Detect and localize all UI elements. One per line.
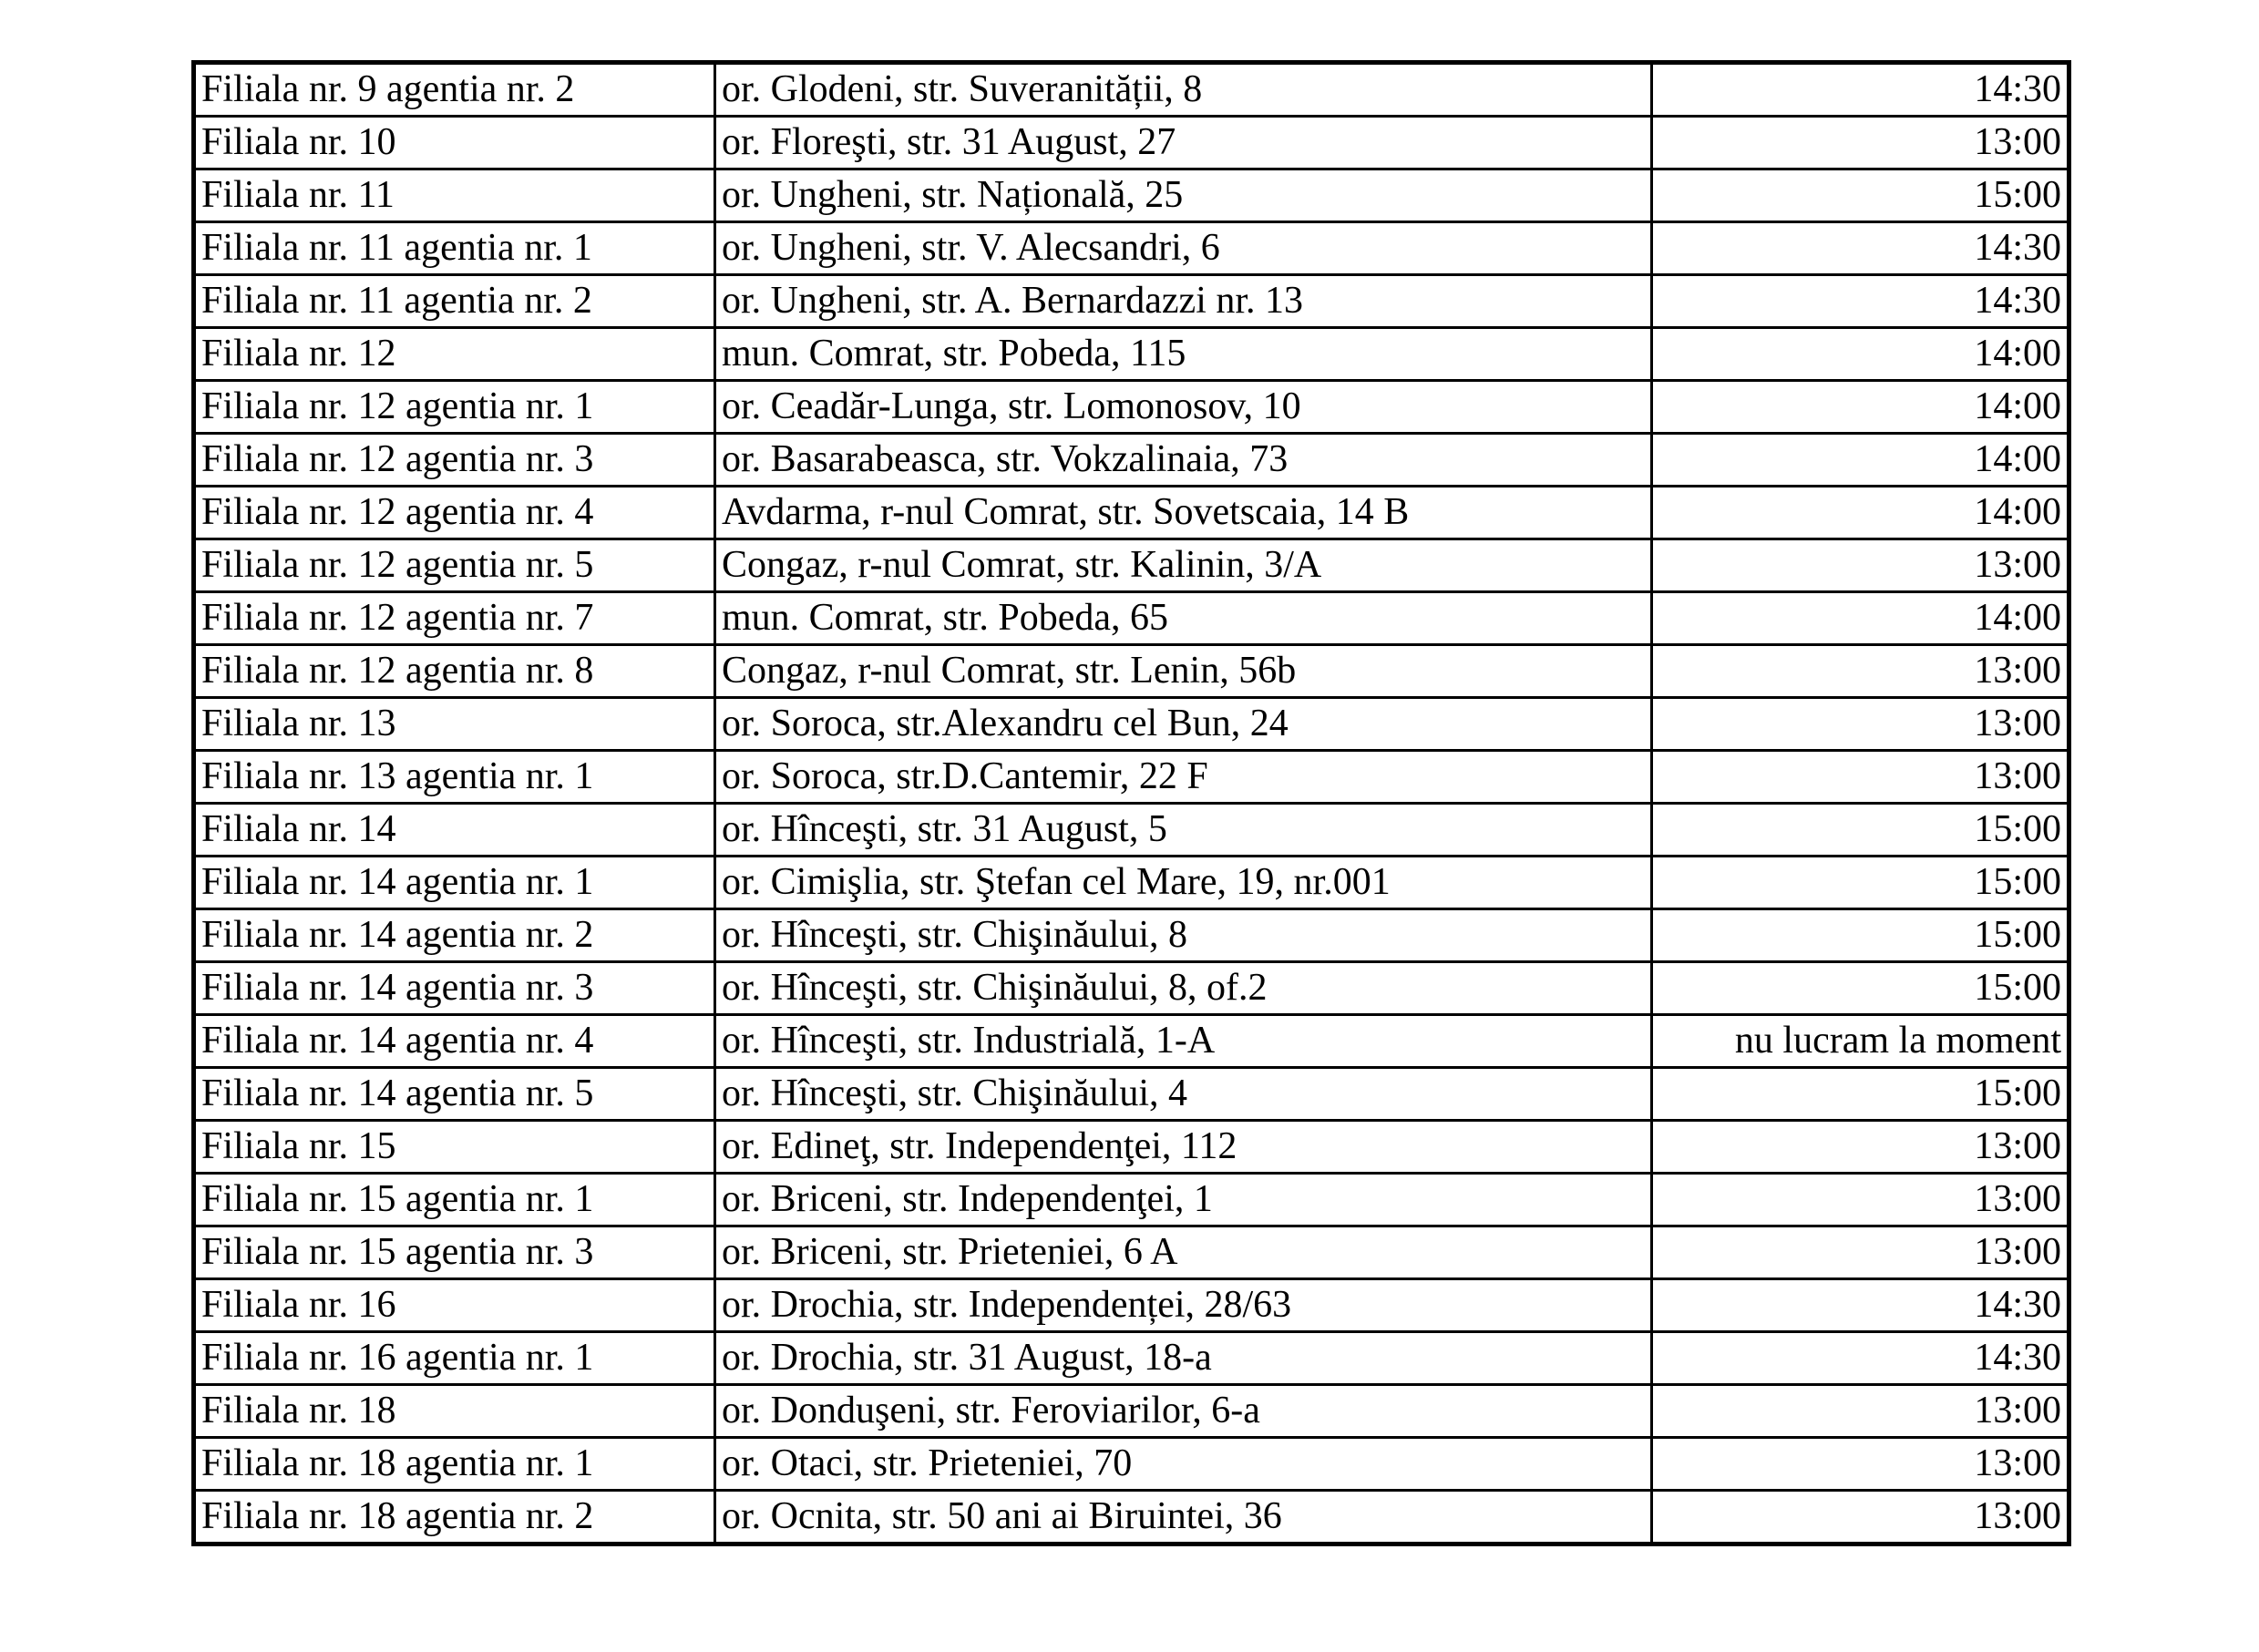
branch-name-cell: Filiala nr. 12 agentia nr. 1: [194, 381, 715, 434]
branch-name-cell: Filiala nr. 13: [194, 698, 715, 751]
branch-name-cell: Filiala nr. 18 agentia nr. 1: [194, 1438, 715, 1491]
address-cell: or. Hînceşti, str. Chişinăului, 8, of.2: [715, 962, 1652, 1015]
table-row: [194, 962, 2069, 1015]
branch-name-cell: Filiala nr. 14 agentia nr. 3: [194, 962, 715, 1015]
branch-name-cell: Filiala nr. 10: [194, 117, 715, 169]
time-cell: 14:30: [1652, 222, 2069, 275]
branch-name-cell: Filiala nr. 14 agentia nr. 5: [194, 1068, 715, 1121]
time-cell: 13:00: [1652, 1226, 2069, 1279]
table-row: [194, 645, 2069, 698]
table-row: [194, 117, 2069, 169]
address-cell: or. Soroca, str.D.Cantemir, 22 F: [715, 751, 1652, 804]
address-cell: or. Briceni, str. Prieteniei, 6 A: [715, 1226, 1652, 1279]
table-row: [194, 1279, 2069, 1332]
address-cell: or. Soroca, str.Alexandru cel Bun, 24: [715, 698, 1652, 751]
time-cell: 15:00: [1652, 804, 2069, 857]
table-row: [194, 1385, 2069, 1438]
time-cell: 13:00: [1652, 645, 2069, 698]
table-row: [194, 698, 2069, 751]
time-cell: 13:00: [1652, 1385, 2069, 1438]
branch-name-cell: Filiala nr. 15: [194, 1121, 715, 1174]
address-cell: or. Ungheni, str. Națională, 25: [715, 169, 1652, 222]
time-cell: nu lucram la moment: [1652, 1015, 2069, 1068]
table-row: [194, 487, 2069, 539]
time-cell: 14:30: [1652, 63, 2069, 117]
table-row: [194, 1015, 2069, 1068]
table-row: [194, 592, 2069, 645]
branch-name-cell: Filiala nr. 14 agentia nr. 4: [194, 1015, 715, 1068]
branch-name-cell: Filiala nr. 14: [194, 804, 715, 857]
branch-name-cell: Filiala nr. 12 agentia nr. 3: [194, 434, 715, 487]
address-cell: Congaz, r-nul Comrat, str. Kalinin, 3/A: [715, 539, 1652, 592]
table-row: [194, 434, 2069, 487]
address-cell: mun. Comrat, str. Pobeda, 65: [715, 592, 1652, 645]
table-row: [194, 63, 2069, 117]
table-row: [194, 222, 2069, 275]
address-cell: or. Basarabeasca, str. Vokzalinaia, 73: [715, 434, 1652, 487]
address-cell: or. Drochia, str. Independenței, 28/63: [715, 1279, 1652, 1332]
address-cell: or. Floreşti, str. 31 August, 27: [715, 117, 1652, 169]
time-cell: 14:00: [1652, 328, 2069, 381]
branch-name-cell: Filiala nr. 18: [194, 1385, 715, 1438]
branch-name-cell: Filiala nr. 12 agentia nr. 4: [194, 487, 715, 539]
time-cell: 14:30: [1652, 275, 2069, 328]
branch-name-cell: Filiala nr. 14 agentia nr. 1: [194, 857, 715, 909]
address-cell: or. Ceadăr-Lunga, str. Lomonosov, 10: [715, 381, 1652, 434]
branch-name-cell: Filiala nr. 11: [194, 169, 715, 222]
branch-name-cell: Filiala nr. 12: [194, 328, 715, 381]
table-row: [194, 381, 2069, 434]
table-row: [194, 1226, 2069, 1279]
address-cell: or. Ocnita, str. 50 ani ai Biruintei, 36: [715, 1491, 1652, 1544]
time-cell: 14:30: [1652, 1332, 2069, 1385]
address-cell: or. Otaci, str. Prieteniei, 70: [715, 1438, 1652, 1491]
address-cell: Congaz, r-nul Comrat, str. Lenin, 56b: [715, 645, 1652, 698]
address-cell: or. Hînceşti, str. Chişinăului, 8: [715, 909, 1652, 962]
address-cell: or. Hînceşti, str. 31 August, 5: [715, 804, 1652, 857]
table-row: [194, 539, 2069, 592]
table-row: [194, 275, 2069, 328]
address-cell: or. Donduşeni, str. Feroviarilor, 6-a: [715, 1385, 1652, 1438]
time-cell: 14:00: [1652, 592, 2069, 645]
time-cell: 13:00: [1652, 1438, 2069, 1491]
address-cell: or. Edineţ, str. Independenţei, 112: [715, 1121, 1652, 1174]
address-cell: or. Glodeni, str. Suveranității, 8: [715, 63, 1652, 117]
table-row: [194, 169, 2069, 222]
branch-name-cell: Filiala nr. 18 agentia nr. 2: [194, 1491, 715, 1544]
branch-name-cell: Filiala nr. 16: [194, 1279, 715, 1332]
time-cell: 15:00: [1652, 1068, 2069, 1121]
address-cell: or. Ungheni, str. A. Bernardazzi nr. 13: [715, 275, 1652, 328]
address-cell: or. Drochia, str. 31 August, 18-a: [715, 1332, 1652, 1385]
table-row: [194, 751, 2069, 804]
table-row: [194, 1068, 2069, 1121]
time-cell: 14:30: [1652, 1279, 2069, 1332]
time-cell: 13:00: [1652, 1174, 2069, 1226]
time-cell: 13:00: [1652, 1491, 2069, 1544]
table-row: [194, 1491, 2069, 1544]
address-cell: or. Hînceşti, str. Chişinăului, 4: [715, 1068, 1652, 1121]
time-cell: 14:00: [1652, 381, 2069, 434]
address-cell: or. Ungheni, str. V. Alecsandri, 6: [715, 222, 1652, 275]
branch-name-cell: Filiala nr. 12 agentia nr. 5: [194, 539, 715, 592]
table-row: [194, 1174, 2069, 1226]
time-cell: 13:00: [1652, 1121, 2069, 1174]
branch-name-cell: Filiala nr. 12 agentia nr. 8: [194, 645, 715, 698]
table-row: [194, 909, 2069, 962]
address-cell: or. Cimişlia, str. Ştefan cel Mare, 19, nr.001: [715, 857, 1652, 909]
branch-name-cell: Filiala nr. 15 agentia nr. 1: [194, 1174, 715, 1226]
branch-name-cell: Filiala nr. 14 agentia nr. 2: [194, 909, 715, 962]
time-cell: 13:00: [1652, 117, 2069, 169]
time-cell: 14:00: [1652, 487, 2069, 539]
time-cell: 15:00: [1652, 857, 2069, 909]
time-cell: 13:00: [1652, 698, 2069, 751]
branch-name-cell: Filiala nr. 12 agentia nr. 7: [194, 592, 715, 645]
time-cell: 13:00: [1652, 751, 2069, 804]
branch-name-cell: Filiala nr. 16 agentia nr. 1: [194, 1332, 715, 1385]
branches-table: [191, 60, 2071, 1546]
table-row: [194, 1121, 2069, 1174]
table-row: [194, 1332, 2069, 1385]
time-cell: 15:00: [1652, 169, 2069, 222]
address-cell: Avdarma, r-nul Comrat, str. Sovetscaia, 14 B: [715, 487, 1652, 539]
table-row: [194, 1438, 2069, 1491]
time-cell: 13:00: [1652, 539, 2069, 592]
address-cell: or. Hînceşti, str. Industrială, 1-A: [715, 1015, 1652, 1068]
time-cell: 15:00: [1652, 962, 2069, 1015]
branch-name-cell: Filiala nr. 11 agentia nr. 2: [194, 275, 715, 328]
table-body: [194, 63, 2069, 1544]
table-row: [194, 857, 2069, 909]
table-row: [194, 804, 2069, 857]
time-cell: 14:00: [1652, 434, 2069, 487]
branch-name-cell: Filiala nr. 11 agentia nr. 1: [194, 222, 715, 275]
time-cell: 15:00: [1652, 909, 2069, 962]
table-row: [194, 328, 2069, 381]
branch-name-cell: Filiala nr. 9 agentia nr. 2: [194, 63, 715, 117]
address-cell: or. Briceni, str. Independenţei, 1: [715, 1174, 1652, 1226]
branch-name-cell: Filiala nr. 15 agentia nr. 3: [194, 1226, 715, 1279]
branch-name-cell: Filiala nr. 13 agentia nr. 1: [194, 751, 715, 804]
address-cell: mun. Comrat, str. Pobeda, 115: [715, 328, 1652, 381]
